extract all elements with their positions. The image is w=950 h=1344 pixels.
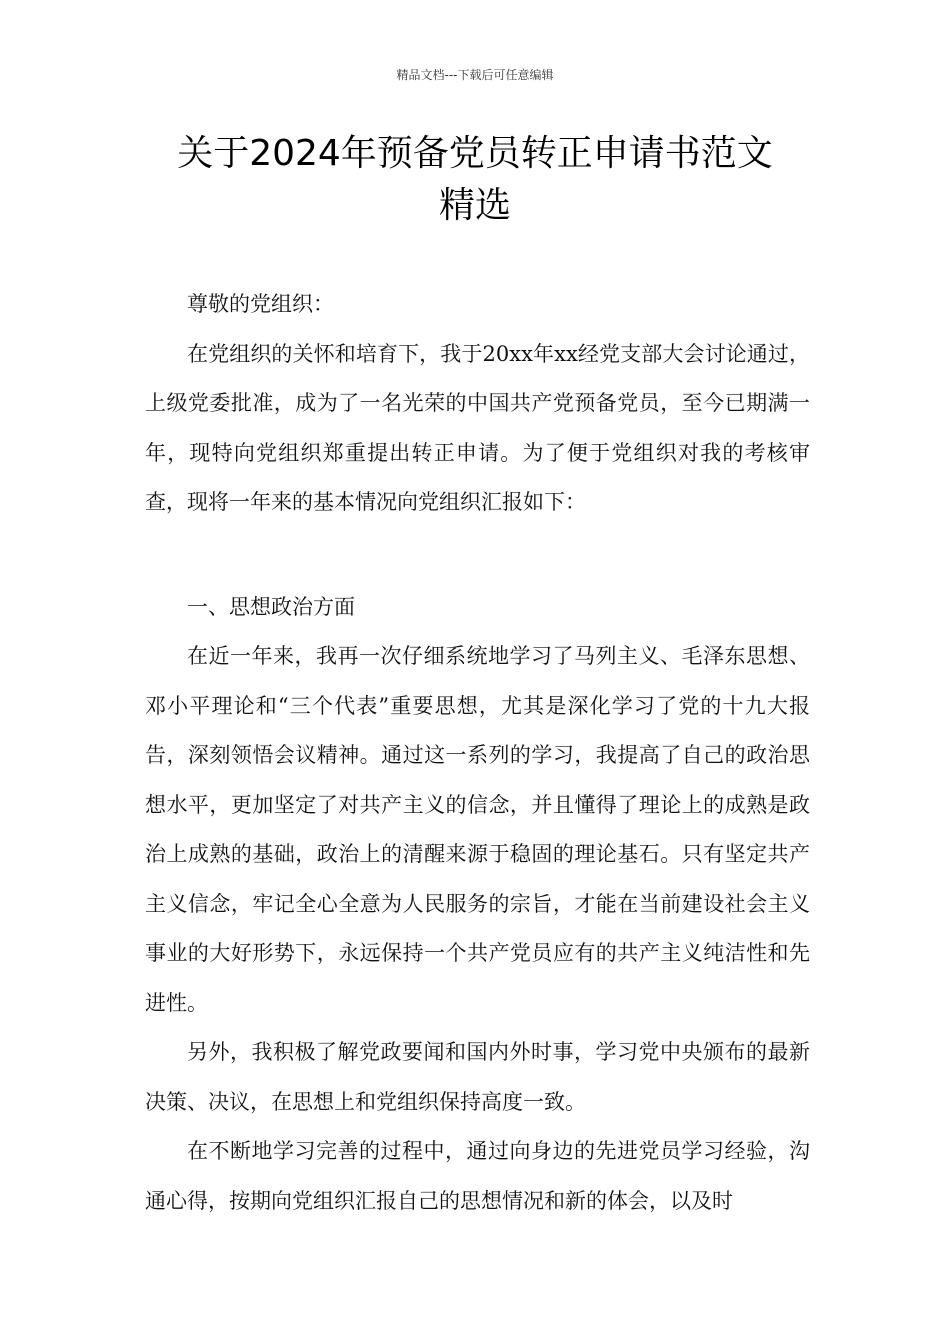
document-header-note: 精品文档---下载后可任意编辑 xyxy=(396,68,554,82)
document-title xyxy=(100,128,850,232)
intro-paragraph: 在党组织的关怀和培育下，我于20xx年xx经党支部大会讨论通过，上级党委批准，成为了一名光荣的中国共产党预备党员，至今已期满一年，现特向党组织郑重提出转正申请。为了便于党组织对我的考核审查，现将一年来的基本情况向党组织汇报如下： xyxy=(145,341,810,514)
document-body xyxy=(145,280,810,1226)
body-paragraph-3: 在不断地学习完善的过程中，通过向身边的先进党员学习经验，沟通心得，按期向党组织汇报自己的思想情况和新的体会，以及时 xyxy=(145,1139,810,1213)
body-paragraph-2: 另外，我积极了解党政要闻和国内外时事，学习党中央颁布的最新决策、决议，在思想上和党组织保持高度一致。 xyxy=(145,1040,810,1114)
title-line-1: 关于2024年预备党员转正申请书范文 xyxy=(177,133,773,174)
title-line-2: 精选 xyxy=(438,185,511,226)
salutation: 尊敬的党组织： xyxy=(187,292,334,316)
section-spacer xyxy=(145,528,810,583)
section-heading-1: 一、思想政治方面 xyxy=(187,594,355,619)
body-paragraph-1: 在近一年来，我再一次仔细系统地学习了马列主义、毛泽东思想、邓小平理论和“三个代表”重要思想，尤其是深化学习了党的十九大报告，深刻领悟会议精神。通过这一系列的学习，我提高了自己的政治思想水平，更加坚定了对共产主义的信念，并且懂得了理论上的成熟是政治上成熟的基础，政治上的清醒来源于稳固的理论基石。只有坚定共产主义信念，牢记全心全意为人民服务的宗旨，才能在当前建设社会主义事业的大好形势下，永远保持一个共产党员应有的共产主义纯洁性和先进性。 xyxy=(145,644,810,1015)
